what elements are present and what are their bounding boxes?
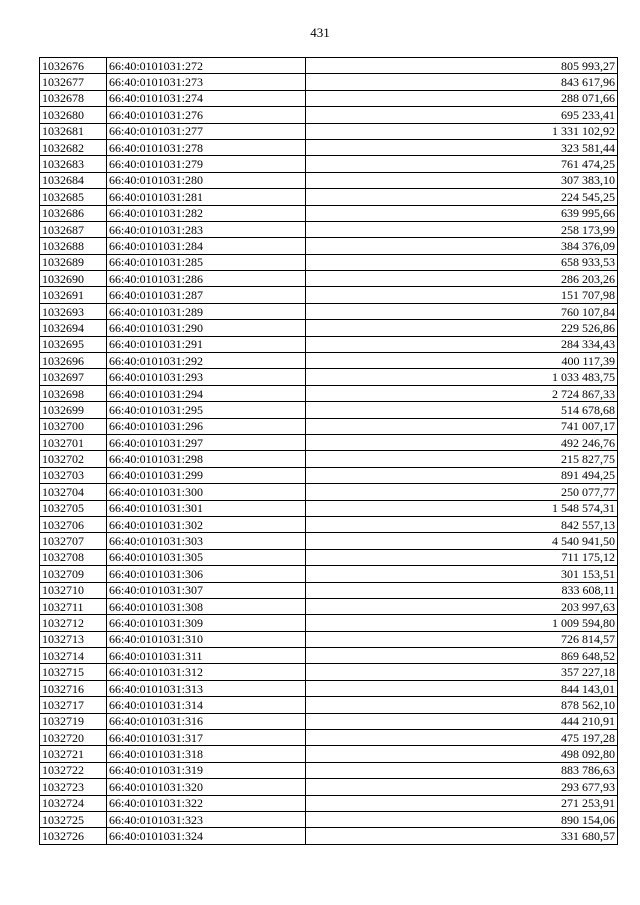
cadastral-number-cell: 66:40:0101031:295	[107, 402, 306, 418]
cadastral-value-cell: 444 210,91	[306, 713, 618, 729]
table-row	[40, 221, 618, 237]
row-id-cell: 1032696	[40, 353, 107, 369]
cadastral-value-cell: 658 933,53	[306, 254, 618, 270]
row-id-cell: 1032690	[40, 271, 107, 287]
row-id-cell: 1032708	[40, 549, 107, 565]
table-row	[40, 762, 618, 778]
cadastral-number-cell: 66:40:0101031:278	[107, 139, 306, 155]
row-id-cell: 1032695	[40, 336, 107, 352]
table-row	[40, 664, 618, 680]
cadastral-number-cell: 66:40:0101031:289	[107, 303, 306, 319]
table-row	[40, 533, 618, 549]
row-id-cell: 1032682	[40, 139, 107, 155]
table-row	[40, 484, 618, 500]
cadastral-value-cell: 284 334,43	[306, 336, 618, 352]
table-row	[40, 549, 618, 565]
table-row	[40, 615, 618, 631]
cadastral-value-cell: 250 077,77	[306, 484, 618, 500]
table-row	[40, 779, 618, 795]
table-row	[40, 254, 618, 270]
cadastral-value-cell: 883 786,63	[306, 762, 618, 778]
cadastral-value-cell: 293 677,93	[306, 779, 618, 795]
table-row	[40, 648, 618, 664]
table-row	[40, 713, 618, 729]
cadastral-number-cell: 66:40:0101031:301	[107, 500, 306, 516]
row-id-cell: 1032713	[40, 631, 107, 647]
table-row	[40, 189, 618, 205]
row-id-cell: 1032722	[40, 762, 107, 778]
table-row	[40, 730, 618, 746]
cadastral-number-cell: 66:40:0101031:290	[107, 320, 306, 336]
table-body	[40, 58, 618, 845]
row-id-cell: 1032721	[40, 746, 107, 762]
table-row	[40, 746, 618, 762]
cadastral-value-cell: 229 526,86	[306, 320, 618, 336]
row-id-cell: 1032700	[40, 418, 107, 434]
row-id-cell: 1032707	[40, 533, 107, 549]
row-id-cell: 1032678	[40, 90, 107, 106]
table-row	[40, 320, 618, 336]
cadastral-value-cell: 1 331 102,92	[306, 123, 618, 139]
cadastral-value-cell: 203 997,63	[306, 598, 618, 614]
table-row	[40, 434, 618, 450]
cadastral-value-cell: 288 071,66	[306, 90, 618, 106]
table-row	[40, 172, 618, 188]
cadastral-value-cell: 805 993,27	[306, 58, 618, 74]
cadastral-value-cell: 384 376,09	[306, 238, 618, 254]
table-row	[40, 90, 618, 106]
row-id-cell: 1032676	[40, 58, 107, 74]
cadastral-number-cell: 66:40:0101031:282	[107, 205, 306, 221]
row-id-cell: 1032703	[40, 467, 107, 483]
cadastral-number-cell: 66:40:0101031:324	[107, 828, 306, 844]
cadastral-value-cell: 760 107,84	[306, 303, 618, 319]
cadastral-number-cell: 66:40:0101031:273	[107, 74, 306, 90]
cadastral-value-cell: 639 995,66	[306, 205, 618, 221]
table-row	[40, 336, 618, 352]
table-row	[40, 566, 618, 582]
cadastral-value-cell: 1 009 594,80	[306, 615, 618, 631]
row-id-cell: 1032694	[40, 320, 107, 336]
row-id-cell: 1032716	[40, 680, 107, 696]
cadastral-number-cell: 66:40:0101031:284	[107, 238, 306, 254]
cadastral-number-cell: 66:40:0101031:318	[107, 746, 306, 762]
cadastral-value-cell: 307 383,10	[306, 172, 618, 188]
cadastral-number-cell: 66:40:0101031:287	[107, 287, 306, 303]
row-id-cell: 1032689	[40, 254, 107, 270]
cadastral-number-cell: 66:40:0101031:285	[107, 254, 306, 270]
table-row	[40, 582, 618, 598]
table-row	[40, 205, 618, 221]
cadastral-value-cell: 331 680,57	[306, 828, 618, 844]
table-row	[40, 139, 618, 155]
table-row	[40, 598, 618, 614]
cadastral-value-cell: 842 557,13	[306, 516, 618, 532]
cadastral-value-cell: 492 246,76	[306, 434, 618, 450]
table-row	[40, 385, 618, 401]
row-id-cell: 1032701	[40, 434, 107, 450]
row-id-cell: 1032719	[40, 713, 107, 729]
cadastral-number-cell: 66:40:0101031:296	[107, 418, 306, 434]
cadastral-number-cell: 66:40:0101031:316	[107, 713, 306, 729]
table-row	[40, 74, 618, 90]
table-row	[40, 287, 618, 303]
cadastral-value-cell: 878 562,10	[306, 697, 618, 713]
cadastral-value-cell: 726 814,57	[306, 631, 618, 647]
cadastral-number-cell: 66:40:0101031:319	[107, 762, 306, 778]
row-id-cell: 1032704	[40, 484, 107, 500]
row-id-cell: 1032698	[40, 385, 107, 401]
cadastral-value-cell: 695 233,41	[306, 107, 618, 123]
cadastral-value-cell: 869 648,52	[306, 648, 618, 664]
cadastral-value-cell: 844 143,01	[306, 680, 618, 696]
cadastral-value-cell: 711 175,12	[306, 549, 618, 565]
cadastral-value-cell: 890 154,06	[306, 811, 618, 827]
cadastral-value-cell: 286 203,26	[306, 271, 618, 287]
cadastral-value-table	[39, 57, 618, 845]
row-id-cell: 1032715	[40, 664, 107, 680]
row-id-cell: 1032681	[40, 123, 107, 139]
cadastral-number-cell: 66:40:0101031:322	[107, 795, 306, 811]
row-id-cell: 1032714	[40, 648, 107, 664]
cadastral-value-cell: 4 540 941,50	[306, 533, 618, 549]
row-id-cell: 1032726	[40, 828, 107, 844]
cadastral-number-cell: 66:40:0101031:297	[107, 434, 306, 450]
cadastral-value-cell: 833 608,11	[306, 582, 618, 598]
cadastral-value-cell: 1 033 483,75	[306, 369, 618, 385]
cadastral-number-cell: 66:40:0101031:314	[107, 697, 306, 713]
cadastral-number-cell: 66:40:0101031:293	[107, 369, 306, 385]
row-id-cell: 1032691	[40, 287, 107, 303]
cadastral-number-cell: 66:40:0101031:281	[107, 189, 306, 205]
row-id-cell: 1032712	[40, 615, 107, 631]
cadastral-value-cell: 1 548 574,31	[306, 500, 618, 516]
cadastral-value-cell: 215 827,75	[306, 451, 618, 467]
table-row	[40, 58, 618, 74]
cadastral-number-cell: 66:40:0101031:312	[107, 664, 306, 680]
cadastral-value-cell: 151 707,98	[306, 287, 618, 303]
table-row	[40, 271, 618, 287]
row-id-cell: 1032720	[40, 730, 107, 746]
row-id-cell: 1032684	[40, 172, 107, 188]
cadastral-number-cell: 66:40:0101031:317	[107, 730, 306, 746]
cadastral-number-cell: 66:40:0101031:294	[107, 385, 306, 401]
cadastral-number-cell: 66:40:0101031:302	[107, 516, 306, 532]
cadastral-value-cell: 761 474,25	[306, 156, 618, 172]
table-row	[40, 107, 618, 123]
cadastral-number-cell: 66:40:0101031:298	[107, 451, 306, 467]
cadastral-value-cell: 258 173,99	[306, 221, 618, 237]
table-row	[40, 353, 618, 369]
cadastral-number-cell: 66:40:0101031:323	[107, 811, 306, 827]
table-row	[40, 303, 618, 319]
cadastral-value-cell: 224 545,25	[306, 189, 618, 205]
cadastral-number-cell: 66:40:0101031:310	[107, 631, 306, 647]
cadastral-value-cell: 498 092,80	[306, 746, 618, 762]
table-row	[40, 500, 618, 516]
cadastral-number-cell: 66:40:0101031:280	[107, 172, 306, 188]
table-row	[40, 697, 618, 713]
row-id-cell: 1032705	[40, 500, 107, 516]
cadastral-number-cell: 66:40:0101031:300	[107, 484, 306, 500]
row-id-cell: 1032686	[40, 205, 107, 221]
row-id-cell: 1032699	[40, 402, 107, 418]
table-row	[40, 811, 618, 827]
row-id-cell: 1032702	[40, 451, 107, 467]
row-id-cell: 1032709	[40, 566, 107, 582]
table-row	[40, 795, 618, 811]
table-row	[40, 369, 618, 385]
row-id-cell: 1032697	[40, 369, 107, 385]
cadastral-number-cell: 66:40:0101031:320	[107, 779, 306, 795]
cadastral-number-cell: 66:40:0101031:299	[107, 467, 306, 483]
cadastral-number-cell: 66:40:0101031:305	[107, 549, 306, 565]
row-id-cell: 1032724	[40, 795, 107, 811]
page-number: 431	[310, 25, 330, 40]
table-row	[40, 238, 618, 254]
cadastral-number-cell: 66:40:0101031:306	[107, 566, 306, 582]
table-row	[40, 123, 618, 139]
row-id-cell: 1032685	[40, 189, 107, 205]
cadastral-value-cell: 357 227,18	[306, 664, 618, 680]
cadastral-value-cell: 2 724 867,33	[306, 385, 618, 401]
cadastral-number-cell: 66:40:0101031:307	[107, 582, 306, 598]
cadastral-value-cell: 323 581,44	[306, 139, 618, 155]
table-row	[40, 680, 618, 696]
cadastral-value-cell: 301 153,51	[306, 566, 618, 582]
row-id-cell: 1032711	[40, 598, 107, 614]
table-row	[40, 631, 618, 647]
row-id-cell: 1032717	[40, 697, 107, 713]
row-id-cell: 1032723	[40, 779, 107, 795]
cadastral-number-cell: 66:40:0101031:286	[107, 271, 306, 287]
table-row	[40, 467, 618, 483]
cadastral-number-cell: 66:40:0101031:309	[107, 615, 306, 631]
cadastral-number-cell: 66:40:0101031:308	[107, 598, 306, 614]
cadastral-number-cell: 66:40:0101031:292	[107, 353, 306, 369]
table-row	[40, 156, 618, 172]
cadastral-number-cell: 66:40:0101031:279	[107, 156, 306, 172]
cadastral-number-cell: 66:40:0101031:291	[107, 336, 306, 352]
cadastral-number-cell: 66:40:0101031:313	[107, 680, 306, 696]
row-id-cell: 1032677	[40, 74, 107, 90]
cadastral-number-cell: 66:40:0101031:311	[107, 648, 306, 664]
row-id-cell: 1032687	[40, 221, 107, 237]
cadastral-value-cell: 400 117,39	[306, 353, 618, 369]
cadastral-number-cell: 66:40:0101031:274	[107, 90, 306, 106]
row-id-cell: 1032680	[40, 107, 107, 123]
row-id-cell: 1032710	[40, 582, 107, 598]
cadastral-number-cell: 66:40:0101031:283	[107, 221, 306, 237]
cadastral-value-cell: 843 617,96	[306, 74, 618, 90]
cadastral-number-cell: 66:40:0101031:276	[107, 107, 306, 123]
table-row	[40, 402, 618, 418]
cadastral-number-cell: 66:40:0101031:272	[107, 58, 306, 74]
table-row	[40, 516, 618, 532]
cadastral-value-cell: 475 197,28	[306, 730, 618, 746]
cadastral-value-cell: 741 007,17	[306, 418, 618, 434]
row-id-cell: 1032693	[40, 303, 107, 319]
table-row	[40, 451, 618, 467]
cadastral-number-cell: 66:40:0101031:277	[107, 123, 306, 139]
row-id-cell: 1032688	[40, 238, 107, 254]
table-row	[40, 828, 618, 844]
cadastral-value-cell: 514 678,68	[306, 402, 618, 418]
table-row	[40, 418, 618, 434]
cadastral-number-cell: 66:40:0101031:303	[107, 533, 306, 549]
cadastral-value-cell: 271 253,91	[306, 795, 618, 811]
row-id-cell: 1032725	[40, 811, 107, 827]
row-id-cell: 1032683	[40, 156, 107, 172]
cadastral-value-cell: 891 494,25	[306, 467, 618, 483]
row-id-cell: 1032706	[40, 516, 107, 532]
